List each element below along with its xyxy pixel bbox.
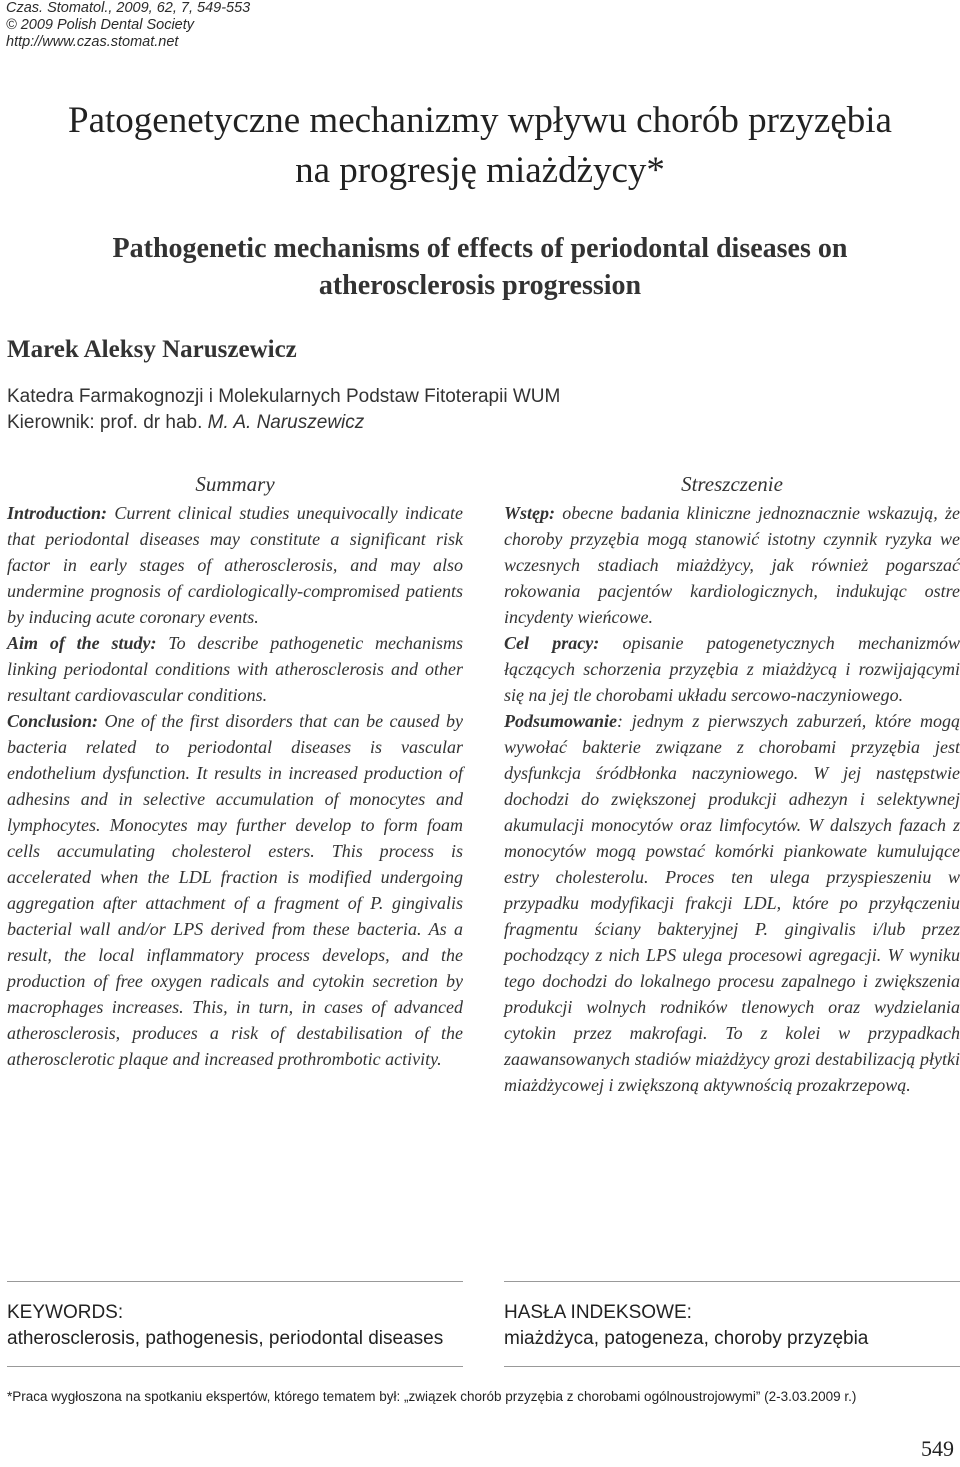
keywords-english (7, 1300, 463, 1352)
author-name: Marek Aleksy Naruszewicz (7, 336, 297, 363)
summary-aim-text: To describe pathogenetic mechanisms linking periodontal conditions with atherosclerosis and other resultant cardiovascular conditions. (7, 633, 463, 705)
summary-introduction (7, 500, 463, 630)
title-polish-line1: Patogenetyczne mechanizmy wpływu chorób przyzębia (68, 100, 892, 141)
summary-aim (7, 630, 463, 708)
streszczenie-aim (504, 630, 960, 708)
journal-citation: Czas. Stomatol., 2009, 62, 7, 549-553 (6, 0, 251, 16)
keywords-english-text: atherosclerosis, pathogenesis, periodontal diseases (7, 1328, 444, 1349)
summary-introduction-text: Current clinical studies unequivocally indicate that periodontal diseases may constitute a significant risk factor in early stages of atherosclerosis, and may also undermine prognosis of cardiologically-compromised patients by inducing acute coronary events. (7, 503, 463, 627)
streszczenie-conclusion (504, 708, 960, 1098)
streszczenie-conclusion-label: Podsumowanie (504, 711, 618, 731)
page-number: 549 (921, 1436, 954, 1461)
keywords-pl-top-rule (504, 1281, 960, 1282)
streszczenie-introduction-text: obecne badania kliniczne jednoznacznie wskazują, że choroby przyzębia mogą stanowić istotny czynnik ryzyka we wczesnych stadiach miażdżycy, jak również pogarszać rokowania pacjentów kardiologicznych, indukując ostre incydenty wieńcowe. (504, 503, 960, 627)
streszczenie-heading: Streszczenie (681, 472, 783, 496)
affiliation-department: Katedra Farmakognozji i Molekularnych Podstaw Fitoterapii WUM (7, 386, 561, 407)
journal-header (6, 0, 250, 51)
keywords-en-bottom-rule (7, 1366, 463, 1367)
summary-column (7, 470, 463, 1072)
keywords-english-label: KEYWORDS: (7, 1302, 124, 1323)
summary-aim-label: Aim of the study: (7, 633, 157, 653)
streszczenie-introduction-label: Wstęp: (504, 503, 555, 523)
footnote: *Praca wygłoszona na spotkaniu ekspertów, którego tematem był: „związek chorób przyzębia z chorobami ogólnoustrojowymi” (2-3.03.2009 r.) (7, 1389, 857, 1404)
keywords-polish-text: miażdżyca, patogeneza, choroby przyzębia (504, 1328, 869, 1349)
summary-conclusion-label: Conclusion: (7, 711, 99, 731)
keywords-en-top-rule (7, 1281, 463, 1282)
summary-conclusion-text: One of the first disorders that can be caused by bacteria related to periodontal diseases is vascular endothelium dysfunction. It results in increased production of adhesins and in selective accumulation of monocytes and lymphocytes. Monocytes may further develop to form foam cells accumulating cholesterol esters. This process is accelerated when the LDL fraction is modified undergoing aggregation after attachment of a fragment of P. gingivalis bacterial wall and/or LPS derived from these bacteria. As a result, the local inflammatory process develops, and the production of free oxygen radicals and cytokin secretion by macrophages increases. This, in turn, in cases of advanced atherosclerosis, produces a risk of destabilisation of the atherosclerotic plaque and increased prothrombotic activity. (7, 711, 463, 1069)
journal-url[interactable]: http://www.czas.stomat.net (6, 34, 179, 50)
summary-heading: Summary (195, 472, 275, 496)
title-polish (0, 96, 960, 196)
streszczenie-column (504, 470, 960, 1098)
streszczenie-introduction (504, 500, 960, 630)
affiliation-head (7, 410, 560, 436)
affiliation-head-label: Kierownik: prof. dr hab. (7, 412, 203, 433)
title-english-line1: Pathogenetic mechanisms of effects of periodontal diseases on (112, 233, 848, 264)
keywords-polish (504, 1300, 960, 1352)
summary-conclusion (7, 708, 463, 1072)
journal-copyright: © 2009 Polish Dental Society (6, 17, 195, 33)
keywords-polish-label: HASŁA INDEKSOWE: (504, 1302, 692, 1323)
title-english (0, 230, 960, 304)
title-english-line2: atherosclerosis progression (318, 270, 642, 301)
title-polish-line2: na progresję miażdżycy* (295, 150, 665, 191)
streszczenie-conclusion-text: : jednym z pierwszych zaburzeń, które mogą wywołać bakterie związane z chorobami przyzębia jest dysfunkcja śródbłonka naczyniowego. W jej następstwie dochodzi do zwiększonej produkcji adhezyn i selektywnej akumulacji monocytów oraz limfocytów. W dalszych fazach z monocytów mogą powstać komórki piankowate kumulujące estry cholesterolu. Proces ten ulega przyspieszeniu w przypadku modyfikacji frakcji LDL, które po przyłączeniu fragmentu ściany bakteryjnej P. gingivalis i/lub przez pochodzący z nich LPS ulega procesowi agregacji. W wyniku tego dochodzi do lokalnego procesu zapalnego i zwiększenia produkcji wolnych rodników tlenowych oraz wydzielania cytokin przez makrofagi. To z kolei w przypadkach zaawansowanych stadiów miażdżycy grozi destabilizacją płytki miażdżycowej i zwiększoną aktywnością prozakrzepową. (504, 711, 960, 1095)
affiliation (7, 384, 560, 436)
streszczenie-aim-text: opisanie patogenetycznych mechanizmów łączących schorzenia przyzębia z miażdżycą i rozwijającymi się na jej tle chorobami układu sercowo-naczyniowego. (504, 633, 960, 705)
keywords-pl-bottom-rule (504, 1366, 960, 1367)
affiliation-head-name: M. A. Naruszewicz (207, 412, 365, 433)
streszczenie-aim-label: Cel pracy: (504, 633, 600, 653)
summary-introduction-label: Introduction: (7, 503, 108, 523)
